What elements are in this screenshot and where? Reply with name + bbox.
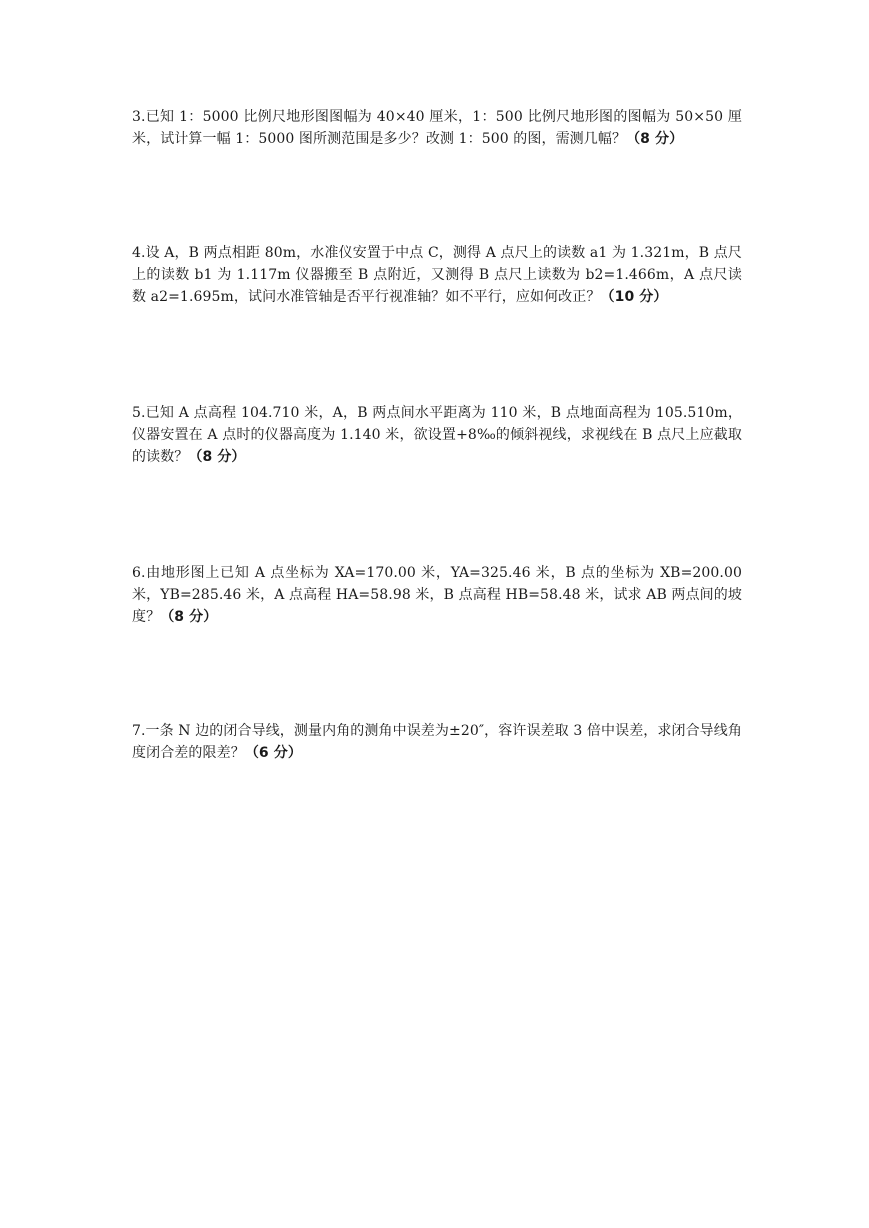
question-7-text: 7.一条 N 边的闭合导线，测量内角的测角中误差为±20″，容许误差取 3 倍中误差，求闭合导线角度闭合差的限差？: [132, 723, 742, 761]
question-5: [132, 402, 742, 468]
question-4: [132, 242, 742, 308]
question-4-paragraph: [132, 242, 742, 308]
question-6-paragraph: [132, 562, 742, 628]
question-6-text: 6.由地形图上已知 A 点坐标为 XA=170.00 米，YA=325.46 米，B 点的坐标为 XB=200.00 米，YB=285.46 米，A 点高程 HA=58.98 米，B 点高程 HB=58.48 米，试求 AB 两点间的坡度？: [132, 565, 742, 625]
question-6: [132, 562, 742, 628]
question-3-paragraph: [132, 106, 742, 150]
question-3: [132, 106, 742, 150]
question-7-score: （6 分）: [244, 745, 302, 761]
question-3-text: 3.已知 1：5000 比例尺地形图图幅为 40×40 厘米，1：500 比例尺地形图的图幅为 50×50 厘米，试计算一幅 1：5000 图所测范围是多少？改测 1：500 的图，需测几幅？: [132, 109, 742, 147]
question-7-paragraph: [132, 720, 742, 764]
question-6-score: （8 分）: [160, 609, 218, 625]
question-5-text: 5.已知 A 点高程 104.710 米，A，B 两点间水平距离为 110 米，B 点地面高程为 105.510m，仪器安置在 A 点时的仪器高度为 1.140 米，欲设置+8‰的倾斜视线，求视线在 B 点尺上应截取的读数？: [132, 405, 742, 465]
question-5-score: （8 分）: [188, 449, 246, 465]
question-4-score: （10 分）: [600, 289, 668, 305]
question-7: [132, 720, 742, 764]
question-3-score: （8 分）: [626, 131, 684, 147]
question-5-paragraph: [132, 402, 742, 468]
question-4-text: 4.设 A，B 两点相距 80m，水准仪安置于中点 C，测得 A 点尺上的读数 a1 为 1.321m，B 点尺上的读数 b1 为 1.117m 仪器搬至 B 点附近，又测得 B 点尺上读数为 b2=1.466m，A 点尺读数 a2=1.695m，试问水准管轴是否平行视准轴？如不平行，应如何改正？: [132, 245, 742, 305]
